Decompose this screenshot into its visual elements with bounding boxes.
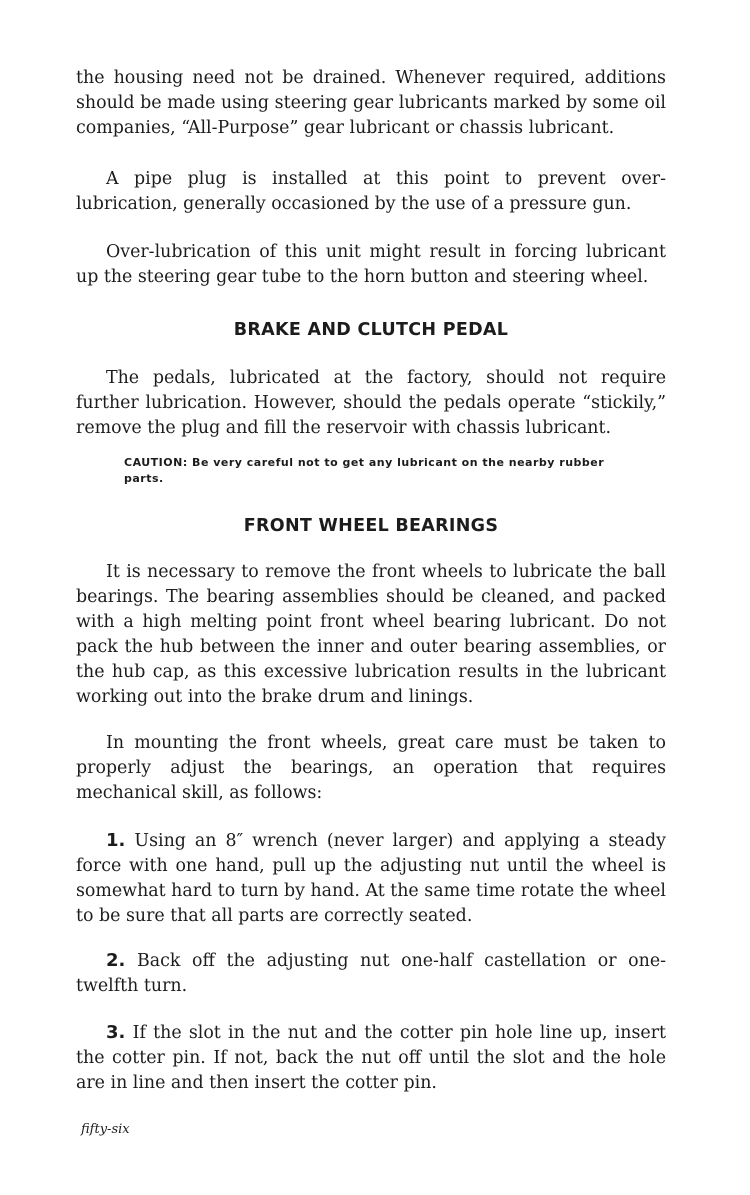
step-number: 2. <box>106 950 126 971</box>
paragraph-pipe-plug: A pipe plug is installed at this point to prevent over-lubrication, generally occasioned by the use of a pressure gun. <box>76 169 666 214</box>
step-number: 1. <box>106 830 126 851</box>
page-number: fifty-six <box>81 1122 130 1137</box>
step-number: 3. <box>106 1022 126 1043</box>
step-text: If the slot in the nut and the cotter pin hole line up, insert the cotter pin. If not, back the nut off until the slot and the hole are in line and then insert the cotter pin. <box>76 1023 666 1093</box>
paragraph-pedals: The pedals, lubricated at the factory, should not require further lubrication. However, should the pedals operate “stickily,” remove the plug and fill the reservoir with chassis lubricant. <box>76 368 666 438</box>
paragraph-ball-bearings: It is necessary to remove the front wheels to lubricate the ball bearings. The bearing assemblies should be cleaned, and packed with a high melting point front wheel bearing lubricant. Do not pack the hub between the inner and outer bearing assemblies, or the hub cap, as this excessive lubrication results in the lubricant working out into the brake drum and linings. <box>76 562 666 707</box>
paragraph-housing: the housing need not be drained. Whenever required, additions should be made using steering gear lubricants marked by some oil companies, “All-Purpose” gear lubricant or chassis lubricant. <box>76 68 666 138</box>
step-2 <box>76 948 666 999</box>
caution-note: CAUTION: Be very careful not to get any lubricant on the nearby rubber parts. <box>124 456 605 485</box>
step-3 <box>76 1020 666 1096</box>
paragraph-over-lubrication: Over-lubrication of this unit might result in forcing lubricant up the steering gear tube to the horn button and steering wheel. <box>76 242 666 287</box>
heading-brake-clutch-pedal: BRAKE AND CLUTCH PEDAL <box>233 320 509 340</box>
heading-front-wheel-bearings: FRONT WHEEL BEARINGS <box>243 516 499 536</box>
paragraph-mounting: In mounting the front wheels, great care must be taken to properly adjust the bearings, an operation that requires mechanical skill, as follows: <box>76 733 666 803</box>
step-text: Back off the adjusting nut one-half castellation or one-twelfth turn. <box>76 951 666 996</box>
step-1 <box>76 828 666 929</box>
step-text: Using an 8″ wrench (never larger) and applying a steady force with one hand, pull up the adjusting nut until the wheel is somewhat hard to turn by hand. At the same time rotate the wheel to be sure that all parts are correctly seated. <box>76 831 666 926</box>
